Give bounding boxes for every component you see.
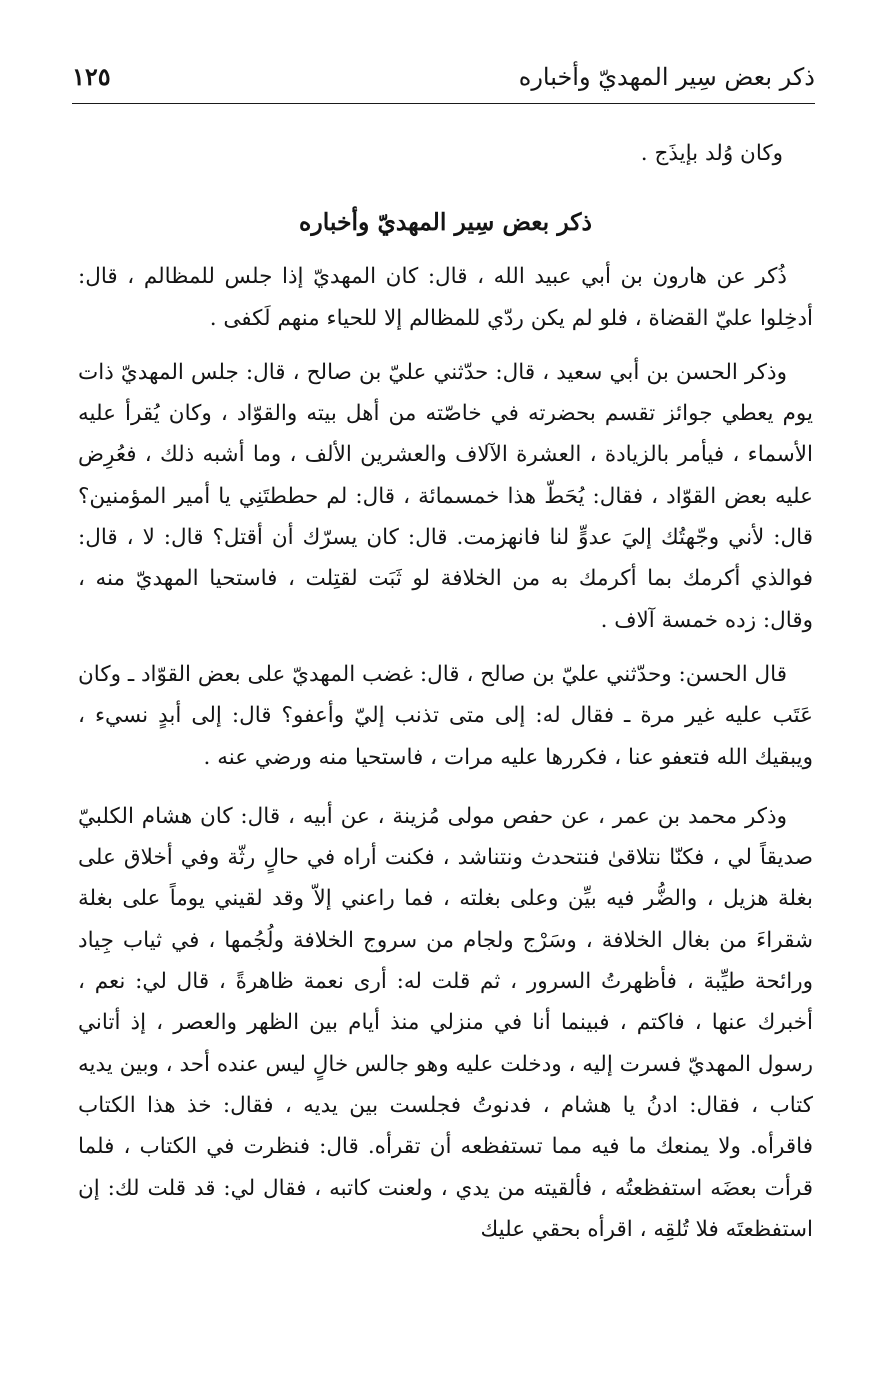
paragraph: قال الحسن: وحدّثني عليّ بن صالح ، قال: غضب المهديّ على بعض القوّاد ـ وكان عَتَب عليه غير مرة ـ فقال له: إلى متى تذنب إليّ وأعفو؟ قال: إلى أبدٍ نسيء ، ويبقيك الله فتعفو عنا ، فكررها عليه مرات ، فاستحيا منه ورضي عنه . [78, 661, 813, 770]
body-text [78, 133, 813, 1250]
paragraph: وذكر الحسن بن أبي سعيد ، قال: حدّثني عليّ بن صالح ، قال: جلس المهديّ ذات يوم يعطي جوائز تقسم بحضرته في خاصّته من أهل بيته والقوّاد ، وكان يُقرأ عليه الأسماء ، فيأمر بالزيادة ، العشرة الآلاف والعشرين الألف ، وما أشبه ذلك ، فعُرِض عليه بعض القوّاد ، فقال: يُحَطّ هذا خمسمائة ، قال: لم حططتَنِي يا أمير المؤمنين؟ قال: لأني وجّهتُك إليَ عدوٍّ لنا فانهزمت. قال: كان يسرّك أن أقتل؟ قال: لا ، قال: فوالذي أكرمك بما أكرمك به من الخلافة لو ثَبَت لقتِلت ، فاستحيا المهديّ منه ، وقال: زده خمسة آلاف . [78, 359, 813, 633]
header-divider [72, 103, 815, 104]
page-header [72, 60, 815, 100]
lead-line: وكان وُلد بإيذَج . [640, 141, 783, 166]
page-number: ١٢٥ [72, 62, 111, 91]
paragraph: ذُكر عن هارون بن أبي عبيد الله ، قال: كان المهديّ إذا جلس للمظالم ، قال: أدخِلوا عليّ القضاة ، فلو لم يكن ردّي للمظالم إلا للحياء منهم لَكفى . [78, 264, 813, 331]
paragraph: وذكر محمد بن عمر ، عن حفص مولى مُزينة ، عن أبيه ، قال: كان هشام الكلبيّ صديقاً لي ، فكنّا نتلاقىٰ فنتحدث ونتناشد ، فكنت أراه في حالٍ رثّة وفي أخلاق على بغلة هزيل ، والضُّر فيه بيِّن وعلى بغلته ، فما راعني إلاّ وقد لقيني يوماً على بغلة شقراءَ من بغال الخلافة ، وسَرْج ولجام من سروج الخلافة ولُجُمها ، في ثياب جِياد ورائحة طيِّبة ، فأظهرتُ السرور ، ثم قلت له: أرى نعمة ظاهرةً ، قال لي: نعم ، أخبرك عنها ، فاكتم ، فبينما أنا في منزلي منذ أيام بين الظهر والعصر ، إذ أتاني رسول المهديّ فسرت إليه ، ودخلت عليه وهو جالس خالٍ ليس عنده أحد ، وبين يديه كتاب ، فقال: ادنُ يا هشام ، فدنوتُ فجلست بين يديه ، فقال: خذ هذا الكتاب فاقرأه. ولا يمنعك ما فيه مما تستفظعه أن تقرأه. قال: فنظرت في الكتاب ، فلما قرأت بعضَه استفظعتُه ، فألقيته من يدي ، ولعنت كاتبه ، فقال لي: قد قلت لك: إن استفظعتَه فلا تُلقِه ، اقرأه بحقي عليك [78, 803, 813, 1242]
running-title: ذكر بعض سِير المهديّ وأخباره [518, 63, 815, 91]
section-heading: ذكر بعض سِير المهديّ وأخباره [299, 208, 592, 237]
